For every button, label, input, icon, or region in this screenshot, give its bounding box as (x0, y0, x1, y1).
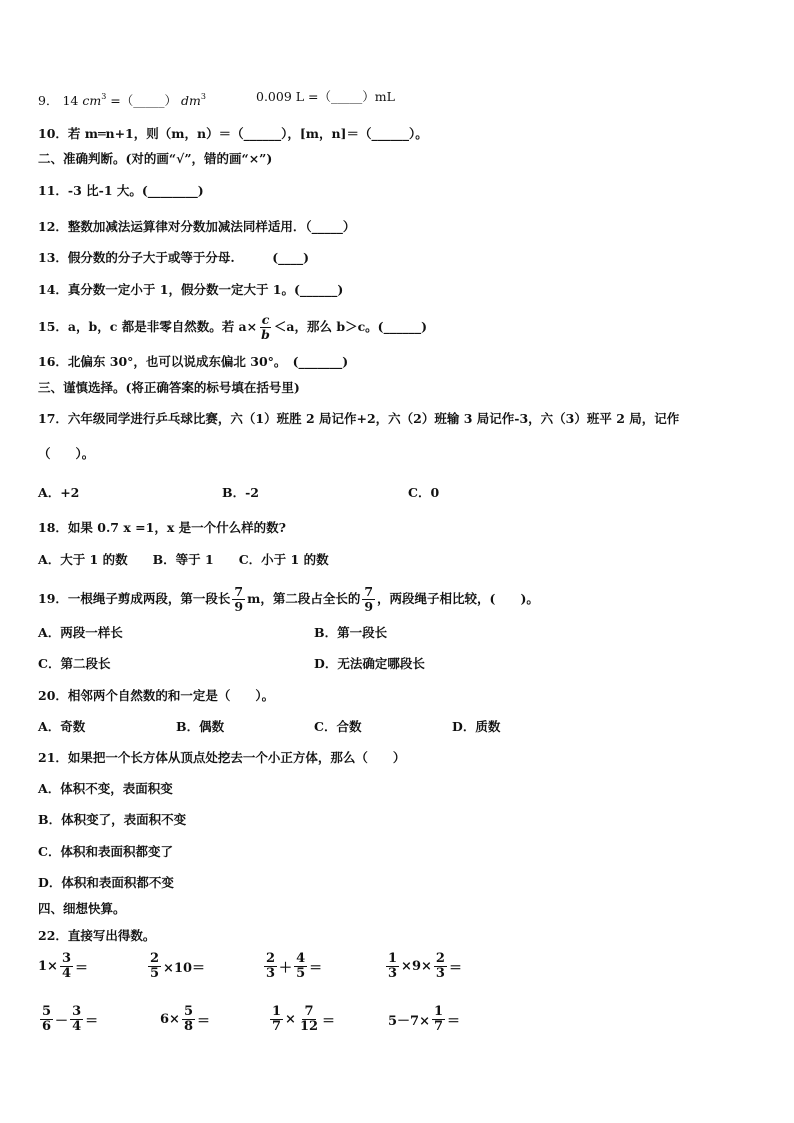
q22-expr-3 (262, 952, 322, 981)
q15-numerator: c (261, 312, 270, 327)
section-4-heading: 四、细想快算。 (38, 901, 126, 916)
q18-options: A．大于 1 的数 B．等于 1 C．小于 1 的数 (38, 552, 329, 567)
q22-e2-operator: ×10＝ (163, 961, 206, 976)
question-15 (38, 313, 427, 342)
q22-e1-whole: 1× (38, 959, 58, 974)
question-21: 21．如果把一个长方体从顶点处挖去一个小正方体，那么（ ） (38, 750, 406, 765)
q19-fraction-2-numerator: 7 (364, 584, 374, 599)
q9-unit-dm: dm (180, 93, 201, 108)
question-20: 20．相邻两个自然数的和一定是（ ）。 (38, 688, 275, 703)
q22-expr-6 (160, 1005, 210, 1034)
q22-e3-fraction-1 (264, 952, 277, 981)
q22-e3-equals: ＝ (309, 961, 323, 976)
q9-number: 9． (38, 93, 59, 108)
q19-fraction-1-numerator: 7 (234, 584, 244, 599)
section-2-heading: 二、准确判断。(对的画“√”，错的画“×”) (38, 151, 273, 166)
q22-e4-fraction-2 (434, 952, 447, 981)
q22-e3-fraction-2 (294, 952, 307, 981)
q22-e7-operator: × (285, 1012, 296, 1027)
q19-stem: 19．一根绳子剪成两段，第一段长 (38, 591, 231, 606)
q22-e1-fraction (60, 952, 73, 981)
q21-option-b: B．体积变了，表面积不变 (38, 812, 187, 827)
q19-option-d: D．无法确定哪段长 (314, 656, 425, 671)
q22-e1-numerator: 3 (61, 951, 71, 966)
question-14: 14．真分数一定小于 1，假分数一定大于 1。(______) (38, 282, 344, 297)
q22-e1-equals: ＝ (75, 961, 89, 976)
q22-e3-operator: ＋ (279, 961, 293, 976)
q20-option-c: C．合数 (314, 719, 362, 734)
q19-tail: ，两段绳子相比较，( )。 (377, 591, 539, 606)
q22-e7-fraction-2 (298, 1005, 320, 1034)
q22-e8-equals: ＝ (447, 1014, 461, 1029)
q9-unit-cm: cm (82, 93, 102, 108)
q19-fraction-1-denominator: 9 (234, 599, 244, 614)
question-17: 17．六年级同学进行乒乓球比赛，六（1）班胜 2 局记作+2，六（2）班输 3 局记作-3，六（3）班平 2 局，记作 (38, 411, 680, 426)
q22-e3-numerator-1: 2 (266, 951, 276, 966)
question-18: 18．如果 0.7 x =1，x 是一个什么样的数? (38, 520, 286, 535)
q22-e4-denominator-1: 3 (388, 966, 398, 981)
q22-e3-denominator-1: 3 (266, 966, 276, 981)
q22-e5-numerator-1: 5 (42, 1004, 52, 1019)
q22-e2-numerator: 2 (150, 951, 160, 966)
q22-expr-5 (38, 1005, 98, 1034)
question-11: 11．-3 比-1 大。(________) (38, 183, 204, 198)
q22-e8-numerator: 1 (433, 1004, 444, 1019)
q9-part-b: 0.009 L =（_____）mL (256, 89, 395, 104)
q15-tail: ＜a，那么 b＞c。(______) (273, 319, 428, 334)
q22-expr-2 (146, 952, 205, 981)
q22-e4-equals: ＝ (448, 961, 462, 976)
q22-e4-denominator-2: 3 (435, 966, 445, 981)
q22-e2-denominator: 5 (150, 966, 160, 981)
q22-e4-fraction-1 (386, 952, 399, 981)
q22-e5-fraction-1 (40, 1005, 53, 1034)
q22-e4-operator: ×9× (401, 959, 432, 974)
q22-e5-equals: ＝ (85, 1014, 99, 1029)
q9-exp-2: 3 (200, 92, 206, 101)
q21-option-d: D．体积和表面积都不变 (38, 875, 174, 890)
q22-e8-fraction (432, 1005, 445, 1034)
q22-e8-whole: 5－7× (388, 1014, 430, 1029)
q21-option-c: C．体积和表面积都变了 (38, 844, 173, 859)
q22-e4-numerator-2: 2 (435, 951, 445, 966)
q20-option-d: D．质数 (452, 719, 501, 734)
q22-e6-whole: 6× (160, 1012, 180, 1027)
q22-e7-denominator-2: 12 (299, 1019, 319, 1034)
q22-e2-fraction (148, 952, 161, 981)
q22-e3-denominator-2: 5 (296, 966, 306, 981)
q21-option-a: A．体积不变，表面积变 (38, 781, 173, 796)
q9-value: 14 (62, 93, 79, 108)
question-13: 13．假分数的分子大于或等于分母. (____) (38, 250, 310, 265)
q22-e3-numerator-2: 4 (296, 951, 306, 966)
q19-option-b: B．第一段长 (314, 625, 388, 640)
q22-expr-7 (268, 1005, 335, 1034)
q22-e5-numerator-2: 3 (72, 1004, 82, 1019)
q15-fraction (259, 313, 272, 342)
q17-option-c: C．0 (408, 485, 440, 500)
q22-e5-denominator-1: 6 (42, 1019, 52, 1034)
q19-fraction-1 (232, 585, 245, 614)
q22-e5-denominator-2: 4 (72, 1019, 82, 1034)
q20-option-a: A．奇数 (38, 719, 86, 734)
question-9 (38, 89, 206, 109)
q17-option-b: B．-2 (222, 485, 259, 500)
q22-e6-denominator: 8 (183, 1019, 193, 1034)
q15-denominator: b (261, 327, 270, 342)
section-3-heading: 三、谨慎选择。(将正确答案的标号填在括号里) (38, 380, 300, 395)
q22-e7-denominator-1: 7 (272, 1019, 282, 1034)
q9-blank-1: =（_____） (110, 93, 177, 108)
q22-e6-fraction (182, 1005, 195, 1034)
q22-e7-fraction-1 (270, 1005, 283, 1034)
q22-e7-numerator-2: 7 (304, 1004, 314, 1019)
question-17-line-2: （ ）。 (38, 446, 95, 461)
q22-e6-equals: ＝ (197, 1014, 211, 1029)
question-16: 16．北偏东 30°，也可以说成东偏北 30°。 (_______) (38, 354, 349, 369)
q22-e4-numerator-1: 1 (388, 951, 398, 966)
q19-option-c: C．第二段长 (38, 656, 111, 671)
question-12: 12．整数加减法运算律对分数加减法同样适用．（_____） (38, 219, 356, 234)
q22-expr-1 (38, 952, 88, 981)
q22-e5-fraction-2 (70, 1005, 83, 1034)
q22-e8-denominator: 7 (433, 1019, 444, 1034)
q19-fraction-2 (362, 585, 375, 614)
q22-expr-4 (384, 952, 462, 981)
q22-e1-denominator: 4 (61, 966, 71, 981)
q19-option-a: A．两段一样长 (38, 625, 123, 640)
q22-e7-equals: ＝ (322, 1014, 336, 1029)
q9-exp-1: 3 (101, 92, 107, 101)
q15-stem: 15．a，b，c 都是非零自然数。若 a× (38, 319, 258, 334)
q19-middle: m，第二段占全长的 (247, 591, 361, 606)
q20-option-b: B．偶数 (176, 719, 225, 734)
q22-e7-numerator-1: 1 (272, 1004, 282, 1019)
question-22: 22．直接写出得数。 (38, 928, 156, 943)
q22-e6-numerator: 5 (183, 1004, 193, 1019)
question-10: 10．若 m═n+1，则（m，n）＝（______），[m，n]＝（______）。 (38, 126, 428, 141)
question-19 (38, 585, 539, 614)
q22-expr-8 (388, 1005, 460, 1034)
q22-e5-operator: － (55, 1014, 69, 1029)
q19-fraction-2-denominator: 9 (364, 599, 374, 614)
q17-option-a: A．+2 (38, 485, 80, 500)
